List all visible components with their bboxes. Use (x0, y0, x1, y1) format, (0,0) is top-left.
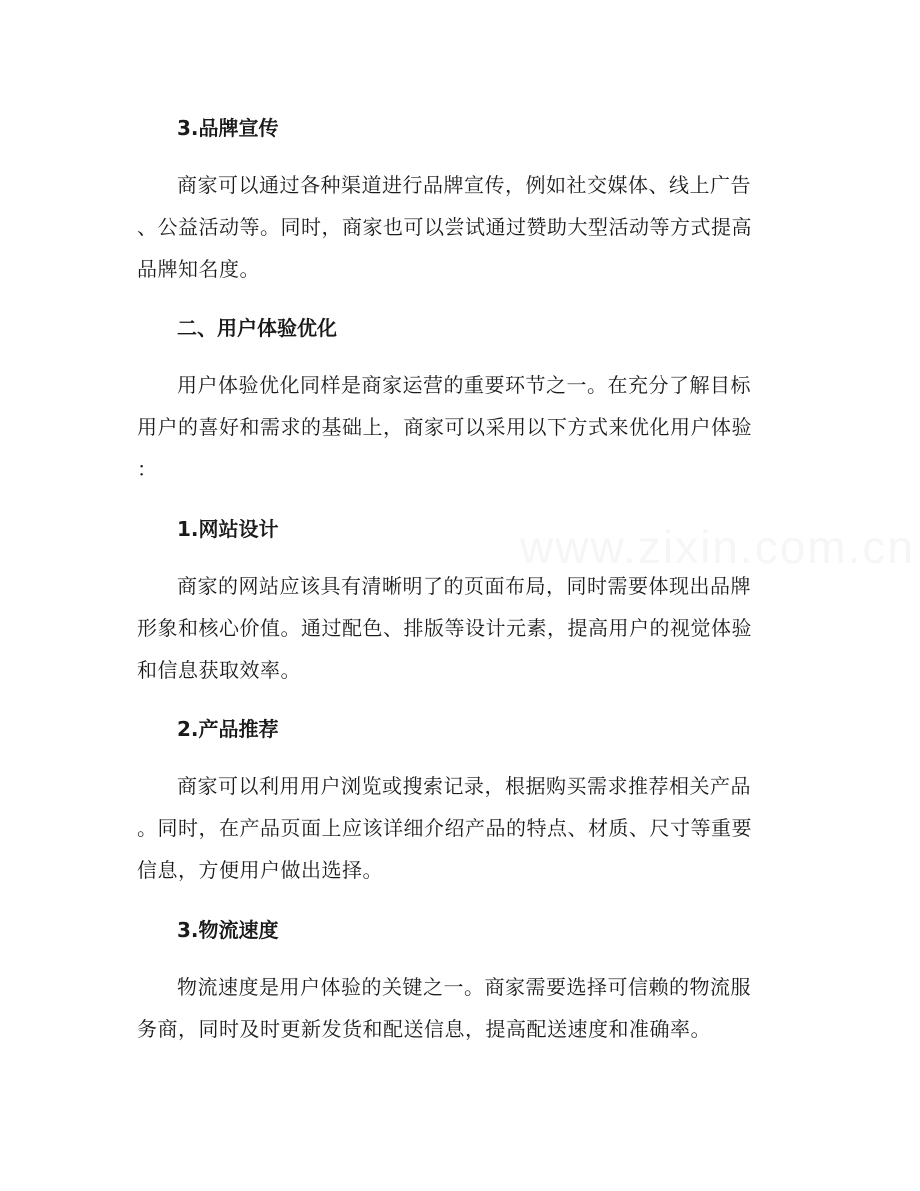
paragraph-line: 商家可以利用用户浏览或搜索记录，根据购买需求推荐相关产品 (177, 774, 751, 798)
paragraph-line: ： (137, 457, 158, 481)
section-heading: 2.产品推荐 (177, 717, 279, 741)
section-paragraph (137, 765, 787, 891)
section-heading: 3.物流速度 (177, 918, 279, 942)
paragraph-line: 。同时，在产品页面上应该详细介绍产品的特点、材质、尺寸等重要 (137, 816, 752, 840)
section-heading: 二、用户体验优化 (177, 316, 337, 340)
paragraph-line: 物流速度是用户体验的关键之一。商家需要选择可信赖的物流服 (177, 975, 751, 999)
section-heading: 1.网站设计 (177, 517, 279, 541)
section-paragraph (137, 966, 787, 1050)
section-paragraph (137, 364, 787, 490)
section-heading: 3.品牌宣传 (177, 116, 279, 140)
paragraph-line: 形象和核心价值。通过配色、排版等设计元素，提高用户的视觉体验 (137, 616, 752, 640)
paragraph-line: 务商，同时及时更新发货和配送信息，提高配送速度和准确率。 (137, 1017, 711, 1041)
section-paragraph (137, 565, 787, 691)
paragraph-line: 用户的喜好和需求的基础上，商家可以采用以下方式来优化用户体验 (137, 415, 752, 439)
paragraph-line: 品牌知名度。 (137, 257, 260, 281)
paragraph-line: 用户体验优化同样是商家运营的重要环节之一。在充分了解目标 (177, 373, 751, 397)
section-paragraph (137, 164, 787, 290)
paragraph-line: 和信息获取效率。 (137, 658, 301, 682)
paragraph-line: 商家的网站应该具有清晰明了的页面布局，同时需要体现出品牌 (177, 574, 751, 598)
paragraph-line: 信息，方便用户做出选择。 (137, 858, 383, 882)
paragraph-line: 商家可以通过各种渠道进行品牌宣传，例如社交媒体、线上广告 (177, 173, 751, 197)
paragraph-line: 、公益活动等。同时，商家也可以尝试通过赞助大型活动等方式提高 (137, 215, 752, 239)
watermark: www.zixin.com.cn (520, 521, 915, 573)
